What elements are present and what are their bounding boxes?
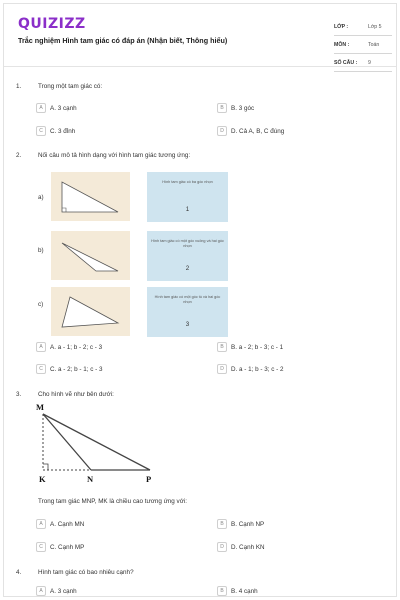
answer-option[interactable] — [217, 586, 258, 596]
worksheet-page — [3, 3, 397, 597]
option-text: B. 3 góc — [231, 104, 255, 112]
question-text: Cho hình vẽ như bên dưới: — [38, 391, 114, 398]
question-number: 2. — [16, 152, 22, 159]
answer-option[interactable] — [36, 364, 103, 374]
option-letter-box: A — [36, 103, 46, 113]
answer-option[interactable] — [36, 542, 84, 552]
answer-option[interactable] — [217, 542, 265, 552]
card-text: Hình tam giác có một góc vuông và hai góc nhọn — [151, 239, 224, 248]
meta-key: MÔN : — [334, 41, 350, 48]
option-text: A. 3 cạnh — [50, 587, 77, 595]
triangle-mnp-figure — [34, 402, 164, 491]
meta-value: Toán — [368, 41, 380, 48]
header-divider — [4, 66, 396, 67]
question-text: Nối câu mô tả hình dạng với hình tam giác tương ứng: — [38, 152, 191, 159]
option-text: B. Cạnh NP — [231, 520, 265, 528]
option-text: C. a - 2; b - 1; c - 3 — [50, 365, 103, 373]
card-text: Hình tam giác có một góc tù và hai góc nhọn — [154, 295, 221, 304]
answer-option[interactable] — [36, 342, 102, 352]
question-subtext: Trong tam giác MNP, MK là chiều cao tương ứng với: — [38, 498, 187, 505]
option-letter-box: A — [36, 586, 46, 596]
quizizz-logo: QUIZIZZ — [18, 16, 86, 32]
answer-option[interactable] — [36, 126, 75, 136]
triangle-image-b — [51, 231, 130, 280]
match-label: b) — [38, 247, 44, 254]
meta-row-subject — [334, 36, 392, 54]
triangle-image-c — [51, 287, 130, 336]
answer-option[interactable] — [217, 126, 284, 136]
option-letter-box: B — [217, 103, 227, 113]
option-letter-box: B — [217, 586, 227, 596]
option-text: A. Cạnh MN — [50, 520, 85, 528]
option-text: A. 3 cạnh — [50, 104, 77, 112]
card-text: Hình tam giác có ba góc nhọn — [162, 180, 213, 184]
card-number: 2 — [185, 265, 190, 272]
meta-table — [334, 18, 392, 72]
question-text: Hình tam giác có bao nhiêu cạnh? — [38, 569, 134, 576]
question-number: 1. — [16, 83, 22, 90]
worksheet-title: Trắc nghiệm Hình tam giác có đáp án (Nhận biết, Thông hiểu) — [18, 36, 228, 45]
option-letter-box: D — [217, 126, 227, 136]
option-letter-box: B — [217, 519, 227, 529]
option-text: D. a - 1; b - 3; c - 2 — [231, 365, 284, 373]
answer-option[interactable] — [217, 519, 264, 529]
label-m: M — [36, 402, 45, 412]
option-text: B. 4 cạnh — [231, 587, 258, 595]
option-text: D. Cạnh KN — [231, 543, 265, 551]
meta-key: LỚP : — [334, 23, 349, 30]
answer-option[interactable] — [217, 103, 254, 113]
option-text: C. Cạnh MP — [50, 543, 85, 551]
label-p: P — [146, 474, 152, 484]
option-letter-box: C — [36, 542, 46, 552]
option-letter-box: C — [36, 364, 46, 374]
question-text: Trong một tam giác có: — [38, 83, 103, 90]
meta-row-count — [334, 54, 392, 72]
answer-option[interactable] — [217, 364, 284, 374]
triangle-image-a — [51, 172, 130, 221]
option-text: C. 3 đỉnh — [50, 127, 76, 135]
match-card-3[interactable] — [147, 287, 228, 337]
match-label: a) — [38, 194, 44, 201]
card-number: 1 — [185, 206, 190, 213]
question-number: 3. — [16, 391, 22, 398]
label-n: N — [87, 474, 94, 484]
match-card-2[interactable] — [147, 231, 228, 281]
match-label: c) — [38, 301, 44, 308]
answer-option[interactable] — [36, 519, 84, 529]
option-text: A. a - 1; b - 2; c - 3 — [50, 343, 103, 351]
match-card-1[interactable] — [147, 172, 228, 222]
option-letter-box: D — [217, 364, 227, 374]
meta-value: 9 — [368, 59, 371, 66]
meta-value: Lớp 5 — [368, 23, 382, 30]
option-letter-box: C — [36, 126, 46, 136]
meta-key: SỐ CÂU : — [334, 59, 358, 66]
option-letter-box: A — [36, 342, 46, 352]
card-number: 3 — [185, 321, 190, 328]
answer-option[interactable] — [36, 586, 77, 596]
answer-option[interactable] — [36, 103, 77, 113]
option-letter-box: D — [217, 542, 227, 552]
option-letter-box: A — [36, 519, 46, 529]
option-text: D. Cả A, B, C đúng — [231, 127, 285, 135]
question-number: 4. — [16, 569, 22, 576]
label-k: K — [39, 474, 46, 484]
option-letter-box: B — [217, 342, 227, 352]
option-text: B. a - 2; b - 3; c - 1 — [231, 343, 284, 351]
answer-option[interactable] — [217, 342, 283, 352]
meta-row-class — [334, 18, 392, 36]
